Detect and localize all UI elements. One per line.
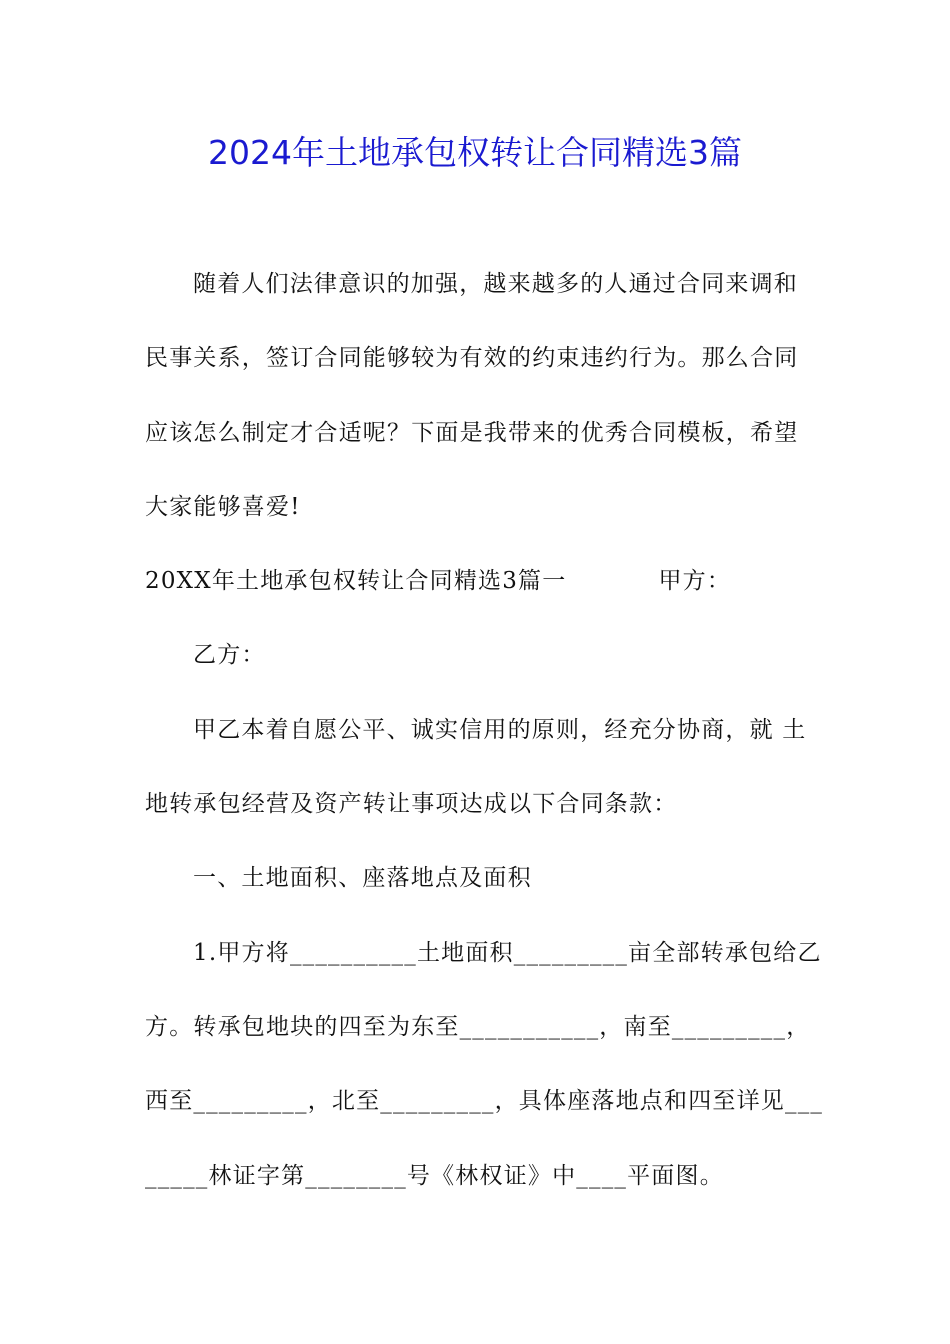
paragraph-line: 民事关系，签订合同能够较为有效的约束违约行为。那么合同	[145, 345, 799, 372]
section-heading: 20XX年土地承包权转让合同精选3篇一	[145, 568, 567, 595]
paragraph-line: 地转承包经营及资产转让事项达成以下合同条款：	[145, 791, 678, 818]
document-title: 2024年土地承包权转让合同精选3篇	[208, 133, 742, 172]
paragraph-line: 1.甲方将__________土地面积_________亩全部转承包给乙	[193, 939, 822, 966]
clause-heading: 一、土地面积、座落地点及面积	[193, 865, 532, 892]
paragraph-line: 大家能够喜爱!	[145, 493, 301, 520]
paragraph-line: 甲乙本着自愿公平、诚实信用的原则，经充分协商，就 土	[193, 716, 807, 743]
paragraph-line: 应该怎么制定才合适呢？下面是我带来的优秀合同模板，希望	[145, 419, 799, 446]
document-body	[145, 262, 824, 1228]
section-heading-line	[145, 559, 810, 633]
paragraph-line: 方。转承包地块的四至为东至___________，南至_________，	[145, 1013, 811, 1040]
party-a-label: 甲方：	[658, 568, 732, 595]
paragraph-line: 随着人们法律意识的加强，越来越多的人通过合同来调和	[193, 271, 798, 297]
paragraph-line: 西至_________，北至_________，具体座落地点和四至详见___	[145, 1088, 824, 1115]
party-b-label: 乙方：	[193, 642, 266, 669]
paragraph-line: _____林证字第________号《林权证》中____平面图。	[145, 1162, 724, 1189]
